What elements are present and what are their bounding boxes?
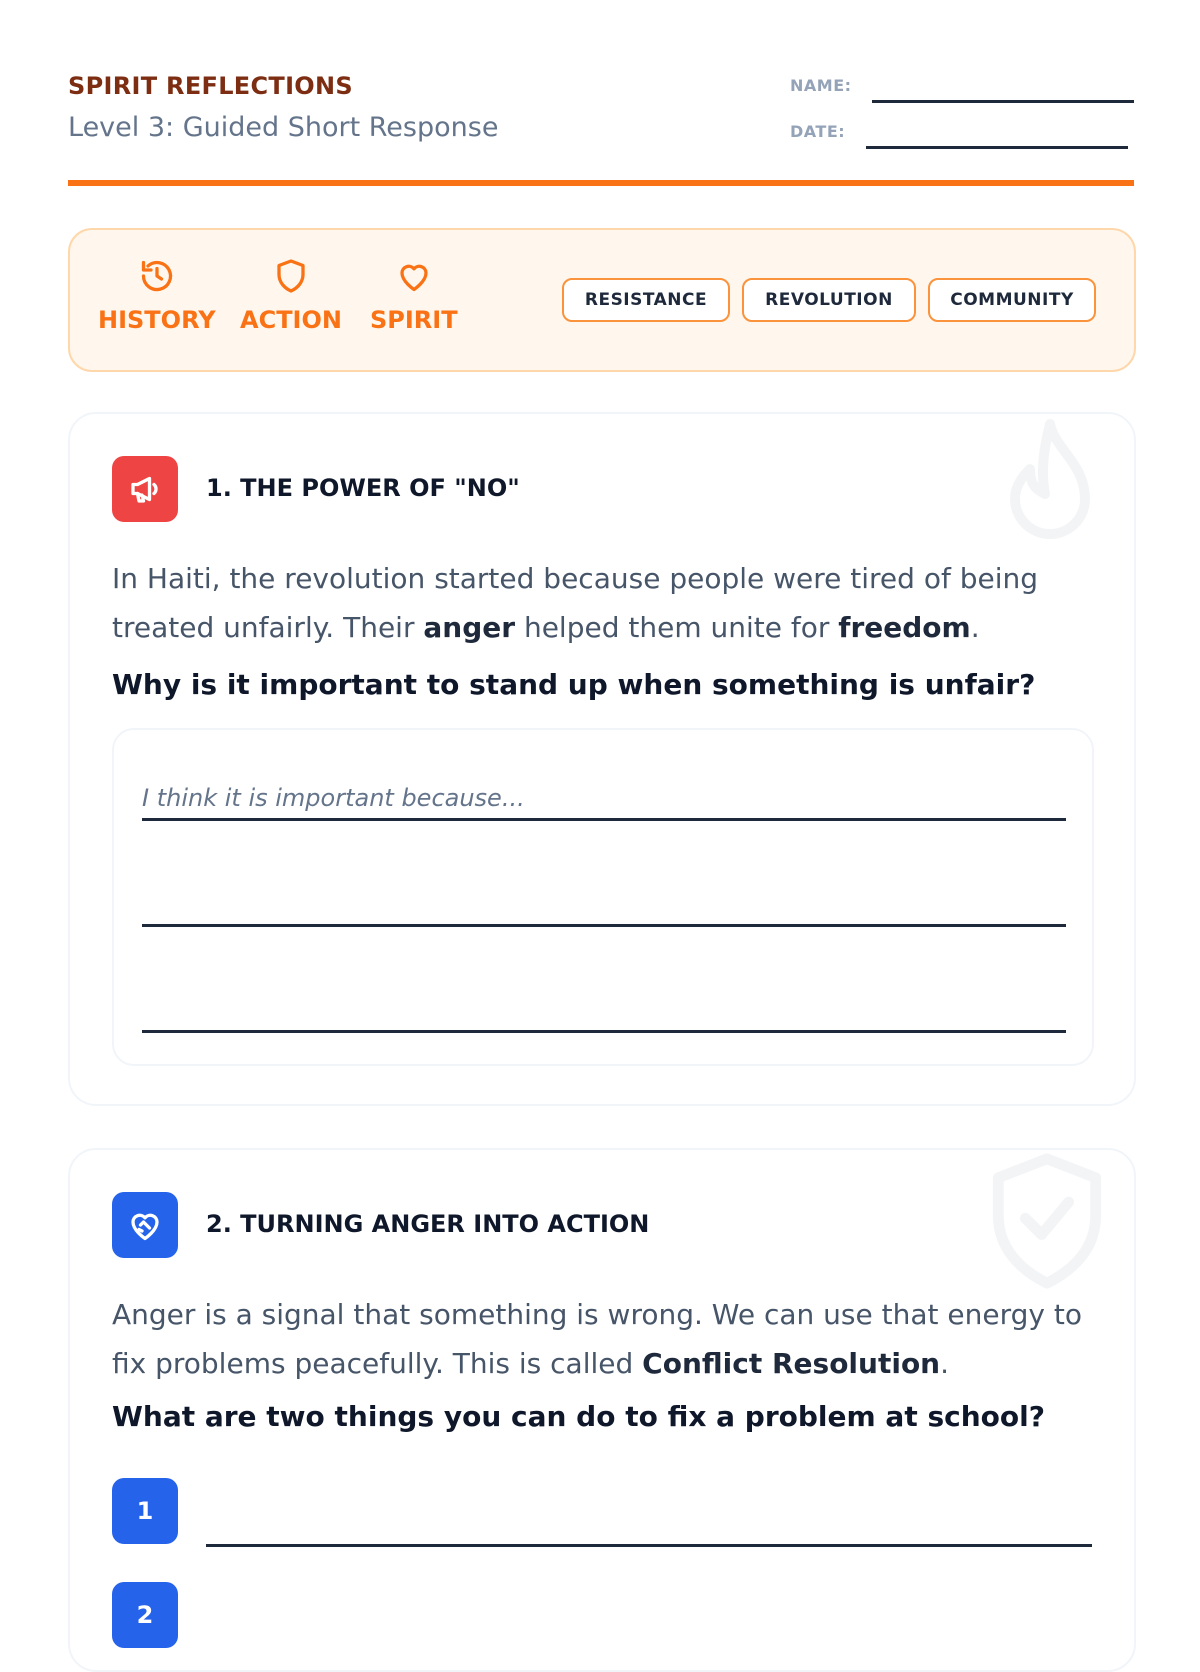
handshake-heart-icon — [127, 1207, 163, 1243]
emphasis-freedom: freedom — [838, 611, 971, 644]
answer-line-3[interactable] — [142, 1030, 1066, 1033]
megaphone-icon — [127, 471, 163, 507]
section-1-body — [112, 554, 1092, 652]
history-clock-icon — [139, 258, 175, 294]
megaphone-badge — [112, 456, 178, 522]
emphasis-anger: anger — [423, 611, 516, 644]
body-text: . — [940, 1347, 950, 1380]
header-divider — [68, 180, 1134, 186]
pillar-action — [240, 258, 342, 334]
pillar-history-label: HISTORY — [98, 306, 216, 334]
pillar-action-label: ACTION — [240, 306, 342, 334]
date-label: DATE: — [790, 122, 846, 141]
section-power-of-no — [68, 412, 1136, 1106]
date-field[interactable] — [790, 122, 1128, 141]
body-text: Anger is a signal that something is wrong. We can use that energy to fix problems peacefully. This is called — [112, 1298, 1082, 1380]
heart-icon — [396, 258, 432, 294]
name-write-line[interactable] — [872, 100, 1134, 103]
shield-icon — [273, 258, 309, 294]
sentence-starter: I think it is important because... — [142, 784, 525, 812]
date-write-line[interactable] — [866, 146, 1128, 149]
brand-title: SPIRIT REFLECTIONS — [68, 72, 353, 100]
answer-number-2: 2 — [112, 1582, 178, 1648]
worksheet-page — [68, 0, 1134, 1629]
handshake-badge — [112, 1192, 178, 1258]
answer-number-1: 1 — [112, 1478, 178, 1544]
pillar-spirit — [370, 258, 458, 334]
name-field[interactable] — [790, 76, 1134, 95]
tag-revolution: REVOLUTION — [742, 278, 916, 322]
section-1-question: Why is it important to stand up when something is unfair? — [112, 668, 1036, 701]
emphasis-conflict-resolution: Conflict Resolution — [642, 1347, 941, 1380]
answer-write-line-1[interactable] — [206, 1544, 1092, 1547]
flame-icon — [990, 414, 1110, 564]
section-2-title: 2. TURNING ANGER INTO ACTION — [206, 1210, 650, 1238]
section-2-question: What are two things you can do to fix a problem at school? — [112, 1400, 1045, 1433]
section-1-title: 1. THE POWER OF "NO" — [206, 474, 520, 502]
answer-line-1[interactable] — [142, 818, 1066, 821]
level-subtitle: Level 3: Guided Short Response — [68, 112, 499, 143]
pillar-spirit-label: SPIRIT — [370, 306, 458, 334]
tag-community: COMMUNITY — [928, 278, 1096, 322]
body-text: . — [970, 611, 980, 644]
body-text: helped them unite for — [515, 611, 839, 644]
section-1-answer-box[interactable] — [112, 728, 1094, 1066]
tag-resistance: RESISTANCE — [562, 278, 730, 322]
section-2-body — [112, 1290, 1092, 1388]
section-anger-into-action — [68, 1148, 1136, 1672]
name-label: NAME: — [790, 76, 852, 95]
themes-banner — [68, 228, 1136, 372]
body-text: In Haiti, the revolution started because people were tired of being treated unfairly. Their — [112, 562, 1039, 644]
pillar-history — [98, 258, 216, 334]
worksheet-header — [68, 0, 1134, 190]
shield-check-icon — [982, 1148, 1112, 1294]
answer-line-2[interactable] — [142, 924, 1066, 927]
